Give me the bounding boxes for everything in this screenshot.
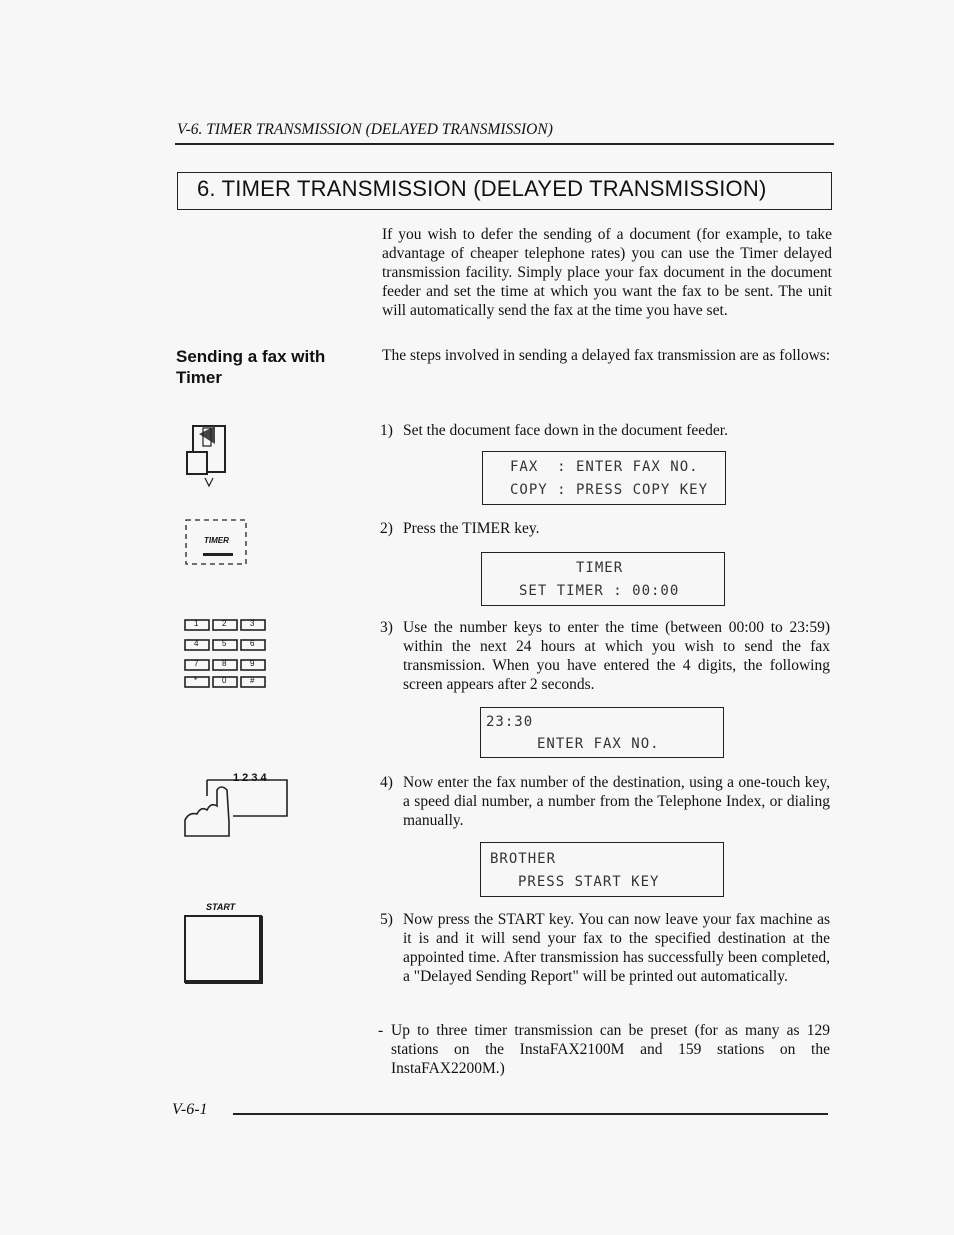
step-1 [380, 421, 830, 440]
timer-key-icon [185, 519, 249, 567]
key-hash: # [250, 676, 255, 685]
step-text: Press the TIMER key. [403, 520, 540, 537]
lcd-line-1: TIMER [576, 560, 624, 576]
lcd-display-3 [480, 707, 724, 758]
steps-intro: The steps involved in sending a delayed fax transmission are as follows: [382, 347, 831, 364]
header-rule [175, 143, 834, 145]
finger-dial-label: 1 2 3 4 [233, 772, 267, 784]
step-3 [380, 618, 830, 694]
step-number: 3) [380, 619, 393, 636]
step-number: 1) [380, 422, 393, 439]
step-4 [380, 773, 830, 830]
key-star: * [194, 676, 198, 685]
key-1: 1 [194, 619, 199, 628]
step-text: Set the document face down in the document feeder. [403, 422, 728, 439]
document-feeder-icon [185, 424, 231, 490]
step-5 [380, 910, 830, 986]
key-8: 8 [222, 659, 227, 668]
key-0: 0 [222, 676, 227, 685]
lcd-display-4 [480, 842, 724, 897]
key-4: 4 [194, 639, 199, 648]
start-key-icon [183, 902, 265, 996]
key-9: 9 [250, 659, 255, 668]
step-number: 4) [380, 774, 393, 791]
key-3: 3 [250, 619, 255, 628]
section-title: 6. TIMER TRANSMISSION (DELAYED TRANSMISSION) [197, 176, 767, 201]
lcd-line-2: COPY : PRESS COPY KEY [510, 482, 709, 498]
key-7: 7 [194, 659, 199, 668]
running-header: V-6. TIMER TRANSMISSION (DELAYED TRANSMISSION) [177, 121, 553, 138]
step-text: Now press the START key. You can now leave your fax machine as it is and it will send your fax to the specified destination at the appointed time. After transmission has successfully been completed, a "Delayed Sending Report" will be printed out automatically. [403, 911, 830, 985]
footer-rule [233, 1113, 828, 1115]
key-6: 6 [250, 639, 255, 648]
note-text: Up to three timer transmission can be preset (for as many as 129 stations on the InstaFAX2100M and 159 stations on the InstaFAX2200M.) [391, 1022, 830, 1077]
step-text: Now enter the fax number of the destination, using a one-touch key, a speed dial number, a number from the Telephone Index, or dialing manually. [403, 774, 830, 829]
lcd-display-2 [481, 552, 725, 606]
note [378, 1021, 830, 1078]
step-text: Use the number keys to enter the time (between 00:00 to 23:59) within the next 24 hours at which you wish to send the fax transmission. When you have entered the 4 digits, the following screen appears after 2 seconds. [403, 619, 830, 693]
lcd-line-1: FAX : ENTER FAX NO. [510, 459, 699, 475]
lcd-line-1: BROTHER [490, 851, 557, 867]
intro-paragraph: If you wish to defer the sending of a document (for example, to take advantage of cheaper telephone rates) you can use the Timer delayed transmission facility. Simply place your fax document in the document feeder and set the time at which you want the fax to be sent. The unit will automatically send the fax at the time you have set. [382, 226, 832, 319]
lcd-line-1: 23:30 [486, 714, 534, 730]
key-2: 2 [222, 619, 227, 628]
start-key-label: START [206, 902, 236, 912]
key-5: 5 [222, 639, 227, 648]
step-2 [380, 519, 830, 538]
lcd-line-2: ENTER FAX NO. [537, 736, 660, 752]
timer-key-label: TIMER [204, 536, 229, 545]
note-bullet: - [378, 1022, 384, 1039]
number-keypad-icon [183, 614, 271, 690]
step-number: 5) [380, 911, 393, 928]
step-number: 2) [380, 520, 393, 537]
lcd-line-2: SET TIMER : 00:00 [519, 583, 680, 599]
lcd-line-2: PRESS START KEY [518, 874, 660, 890]
side-heading: Sending a fax with Timer [176, 347, 326, 387]
lcd-display-1 [482, 451, 726, 505]
page-number: V-6-1 [172, 1101, 208, 1118]
finger-dial-icon [183, 772, 291, 840]
